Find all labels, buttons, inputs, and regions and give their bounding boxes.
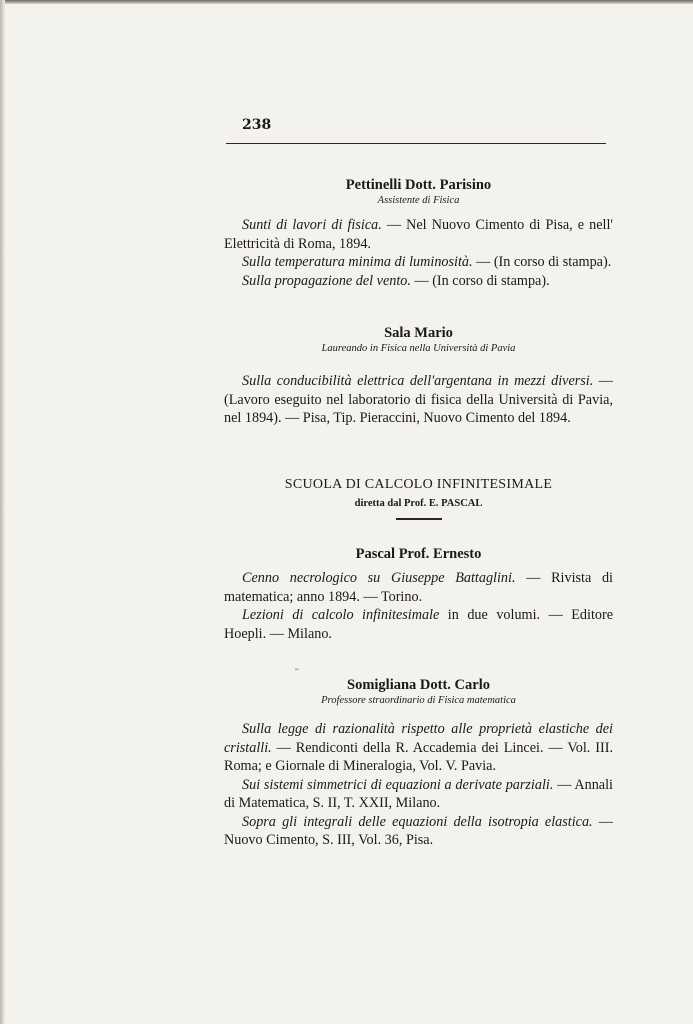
scan-edge-top [0,0,693,4]
publication-entry [224,813,613,850]
publication-title: Sopra gli integrali delle equazioni della isotropia elastica. [242,813,593,830]
publication-details: — (In corso di stampa). [410,272,550,289]
publication-details: — Rendiconti della R. Accademia dei Lincei. — Vol. III. Roma; e Giornale di Mineralogia, Vol. V. Pavia. [224,739,613,774]
author-role: Laureando in Fisica nella Università di Pavia [321,343,516,354]
scan-edge-left [0,0,5,1024]
publication-details: — Annali di Matematica, S. II, T. XXII, Milano. [224,776,613,811]
author-name: Pettinelli Dott. Parisino [345,177,492,193]
publication-details: — Nuovo Cimento, S. III, Vol. 36, Pisa. [224,813,613,848]
publication-title: Lezioni di calcolo infinitesimale [242,607,440,623]
publication-entry [224,253,613,272]
school-rule [396,518,442,520]
publication-details: — Nel Nuovo Cimento di Pisa, e nell' Elettricità di Roma, 1894. [224,217,613,252]
publication-entry [224,216,613,253]
section-pettinelli [224,176,613,290]
publication-entry [224,606,613,643]
author-name: Somigliana Dott. Carlo [347,677,490,693]
ink-speck: ˷ [294,658,300,671]
publication-entry [224,569,613,606]
author-name: Sala Mario [384,325,453,341]
section-pascal [224,545,613,643]
publication-title: Sui sistemi simmetrici di equazioni a derivate parziali. [242,776,554,793]
school-header [224,476,613,520]
publication-entry [224,720,613,776]
publication-details: — Rivista di matematica; anno 1894. — Torino. [224,570,613,605]
header-rule [226,143,606,144]
publication-details: — (Lavoro eseguito nel laboratorio di fisica della Università di Pavia, nel 1894). — Pisa, Tip. Pieraccini, Nuovo Cimento del 1894. [224,373,613,426]
author-role: Professore straordinario di Fisica matematica [321,695,516,706]
school-director: diretta dal Prof. E. PASCAL [354,497,483,509]
section-somigliana [224,676,613,850]
author-name: Pascal Prof. Ernesto [355,546,482,562]
publication-title: Sulla propagazione del vento. [242,272,411,289]
publication-details: in due volumi. — Editore Hoepli. — Milano. [224,607,614,642]
publication-title: Cenno necrologico su Giuseppe Battaglini. [242,570,516,586]
publication-title: Sulla conducibilità elettrica dell'argentana in mezzi diversi. [242,373,594,389]
author-role: Assistente di Fisica [377,195,460,206]
publication-entry [224,272,613,291]
publication-title: Sulla legge di razionalità rispetto alle proprietà elastiche dei cristalli. [224,721,613,756]
school-title: SCUOLA DI CALCOLO INFINITESIMALE [284,477,553,492]
publication-details: — (In corso di stampa). [472,254,612,270]
publication-entry [224,372,613,428]
section-sala [224,324,613,428]
page-number: 238 [242,117,272,133]
publication-entry [224,776,613,813]
publication-title: Sunti di lavori di fisica. [242,217,382,233]
publication-title: Sulla temperatura minima di luminosità. [242,254,473,270]
